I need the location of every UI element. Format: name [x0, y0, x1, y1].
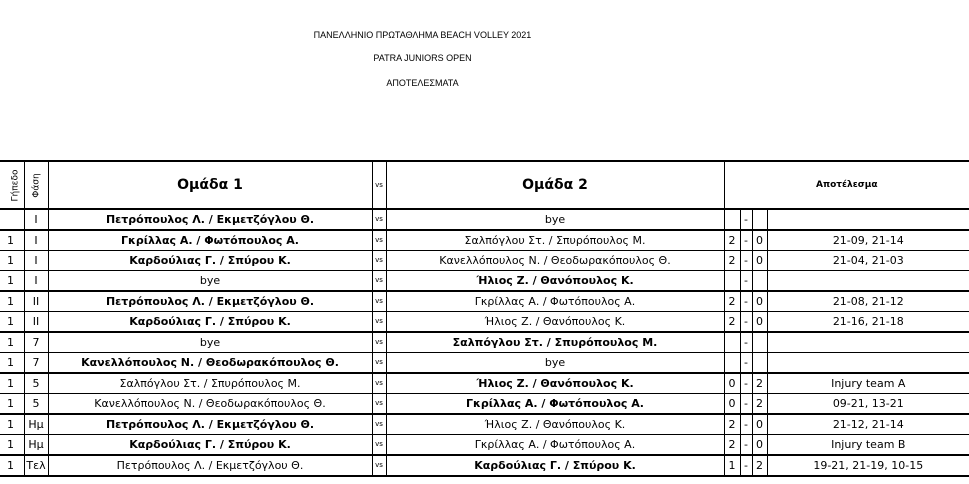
vs-cell: vs: [372, 312, 386, 333]
table-row: [0, 230, 969, 251]
court-cell: 1: [0, 373, 24, 394]
team2-cell: Ήλιος Ζ. / Θανόπουλος Κ.: [386, 312, 724, 333]
team1-cell: Πετρόπουλος Λ. / Εκμετζόγλου Θ.: [48, 455, 372, 476]
result-cell: [767, 353, 969, 374]
court-cell: 1: [0, 291, 24, 312]
phase-cell: 5: [24, 373, 48, 394]
result-cell: [767, 271, 969, 292]
vs-cell: vs: [372, 230, 386, 251]
table-row: [0, 332, 969, 353]
score2-cell: 0: [752, 435, 767, 456]
table-row: [0, 312, 969, 333]
score-dash-cell: -: [740, 209, 752, 230]
score1-cell: 2: [724, 435, 740, 456]
team2-cell: Γκρίλλας Α. / Φωτόπουλος Α.: [386, 435, 724, 456]
result-cell: 09-21, 13-21: [767, 394, 969, 415]
table-row: [0, 373, 969, 394]
team2-cell: Σαλπόγλου Στ. / Σπυρόπουλος Μ.: [386, 332, 724, 353]
team2-cell: Γκρίλλας Α. / Φωτόπουλος Α.: [386, 291, 724, 312]
score1-cell: 2: [724, 312, 740, 333]
team1-cell: Πετρόπουλος Λ. / Εκμετζόγλου Θ.: [48, 209, 372, 230]
phase-cell: II: [24, 291, 48, 312]
court-cell: 1: [0, 435, 24, 456]
result-header: Αποτέλεσμα: [724, 161, 969, 209]
phase-cell: I: [24, 230, 48, 251]
phase-cell: I: [24, 271, 48, 292]
phase-cell: Ημ: [24, 414, 48, 435]
team2-cell: Κανελλόπουλος Ν. / Θεοδωρακόπουλος Θ.: [386, 251, 724, 271]
score1-cell: 0: [724, 373, 740, 394]
court-cell: 1: [0, 414, 24, 435]
score2-cell: [752, 332, 767, 353]
score1-cell: [724, 353, 740, 374]
phase-cell: Ημ: [24, 435, 48, 456]
header-row: [0, 161, 969, 209]
result-cell: 21-12, 21-14: [767, 414, 969, 435]
court-cell: 1: [0, 394, 24, 415]
result-cell: 21-09, 21-14: [767, 230, 969, 251]
team1-cell: Κανελλόπουλος Ν. / Θεοδωρακόπουλος Θ.: [48, 353, 372, 374]
result-cell: 21-08, 21-12: [767, 291, 969, 312]
vs-cell: vs: [372, 373, 386, 394]
team2-cell: Ήλιος Ζ. / Θανόπουλος Κ.: [386, 373, 724, 394]
score2-cell: 2: [752, 455, 767, 476]
court-cell: 1: [0, 230, 24, 251]
score1-cell: [724, 209, 740, 230]
team1-cell: Κανελλόπουλος Ν. / Θεοδωρακόπουλος Θ.: [48, 394, 372, 415]
score2-cell: 0: [752, 414, 767, 435]
score-dash-cell: -: [740, 414, 752, 435]
team1-cell: Καρδούλιας Γ. / Σπύρου Κ.: [48, 312, 372, 333]
court-cell: 1: [0, 353, 24, 374]
result-cell: [767, 209, 969, 230]
team1-cell: Πετρόπουλος Λ. / Εκμετζόγλου Θ.: [48, 291, 372, 312]
result-cell: [767, 332, 969, 353]
score-dash-cell: -: [740, 230, 752, 251]
score1-cell: 1: [724, 455, 740, 476]
results-heading: ΑΠΟΤΕΛΕΣΜΑΤΑ: [386, 78, 459, 88]
score1-cell: 2: [724, 251, 740, 271]
phase-cell: II: [24, 312, 48, 333]
result-cell: Injury team A: [767, 373, 969, 394]
team1-cell: Καρδούλιας Γ. / Σπύρου Κ.: [48, 251, 372, 271]
vs-cell: vs: [372, 435, 386, 456]
team2-cell: Ήλιος Ζ. / Θανόπουλος Κ.: [386, 271, 724, 292]
team2-cell: bye: [386, 353, 724, 374]
table-row: [0, 353, 969, 374]
court-cell: 1: [0, 455, 24, 476]
phase-cell: 7: [24, 332, 48, 353]
score2-cell: 2: [752, 373, 767, 394]
vs-cell: vs: [372, 209, 386, 230]
score2-cell: [752, 353, 767, 374]
court-cell: 1: [0, 312, 24, 333]
vs-cell: vs: [372, 271, 386, 292]
table-row: [0, 291, 969, 312]
score2-cell: 0: [752, 291, 767, 312]
court-cell: 1: [0, 251, 24, 271]
score1-cell: 2: [724, 230, 740, 251]
court-cell: [0, 209, 24, 230]
team2-cell: Ήλιος Ζ. / Θανόπουλος Κ.: [386, 414, 724, 435]
court-cell: 1: [0, 332, 24, 353]
table-row: [0, 271, 969, 292]
table-row: [0, 251, 969, 271]
score1-cell: 2: [724, 291, 740, 312]
score2-cell: [752, 209, 767, 230]
table-row: [0, 435, 969, 456]
vs-cell: vs: [372, 251, 386, 271]
phase-cell: I: [24, 251, 48, 271]
score-dash-cell: -: [740, 271, 752, 292]
court-cell: 1: [0, 271, 24, 292]
result-cell: 21-04, 21-03: [767, 251, 969, 271]
table-row: [0, 209, 969, 230]
team1-header: Ομάδα 1: [48, 161, 372, 209]
tournament-name: PATRA JUNIORS OPEN: [373, 53, 472, 63]
team2-cell: Γκρίλλας Α. / Φωτόπουλος Α.: [386, 394, 724, 415]
vs-cell: vs: [372, 291, 386, 312]
result-cell: 21-16, 21-18: [767, 312, 969, 333]
score2-cell: 0: [752, 230, 767, 251]
score-dash-cell: -: [740, 251, 752, 271]
vs-cell: vs: [372, 353, 386, 374]
score-dash-cell: -: [740, 353, 752, 374]
team1-cell: Πετρόπουλος Λ. / Εκμετζόγλου Θ.: [48, 414, 372, 435]
team1-cell: Καρδούλιας Γ. / Σπύρου Κ.: [48, 435, 372, 456]
score2-cell: [752, 271, 767, 292]
table-row: [0, 414, 969, 435]
phase-cell: 5: [24, 394, 48, 415]
phase-header: Φάση: [24, 161, 48, 209]
score-dash-cell: -: [740, 332, 752, 353]
vs-cell: vs: [372, 332, 386, 353]
team1-cell: Σαλπόγλου Στ. / Σπυρόπουλος Μ.: [48, 373, 372, 394]
score2-cell: 0: [752, 251, 767, 271]
team1-cell: Γκρίλλας Α. / Φωτόπουλος Α.: [48, 230, 372, 251]
score2-cell: 0: [752, 312, 767, 333]
result-cell: Injury team B: [767, 435, 969, 456]
team2-cell: Καρδούλιας Γ. / Σπύρου Κ.: [386, 455, 724, 476]
score-dash-cell: -: [740, 291, 752, 312]
vs-cell: vs: [372, 394, 386, 415]
score1-cell: 0: [724, 394, 740, 415]
vs-header: vs: [372, 161, 386, 209]
score-dash-cell: -: [740, 435, 752, 456]
phase-cell: I: [24, 209, 48, 230]
score-dash-cell: -: [740, 455, 752, 476]
table-row: [0, 394, 969, 415]
score-dash-cell: -: [740, 373, 752, 394]
vs-cell: vs: [372, 414, 386, 435]
result-cell: 19-21, 21-19, 10-15: [767, 455, 969, 476]
championship-title: ΠΑΝΕΛΛΗΝΙΟ ΠΡΩΤΑΘΛΗΜΑ BEACH VOLLEY 2021: [313, 30, 532, 40]
score1-cell: 2: [724, 414, 740, 435]
table-row: [0, 455, 969, 476]
team2-cell: Σαλπόγλου Στ. / Σπυρόπουλος Μ.: [386, 230, 724, 251]
team2-header: Ομάδα 2: [386, 161, 724, 209]
phase-cell: 7: [24, 353, 48, 374]
score1-cell: [724, 271, 740, 292]
score-dash-cell: -: [740, 394, 752, 415]
court-header: Γήπεδο: [0, 161, 24, 209]
results-table: [0, 160, 969, 477]
score2-cell: 2: [752, 394, 767, 415]
score1-cell: [724, 332, 740, 353]
team1-cell: bye: [48, 332, 372, 353]
team1-cell: bye: [48, 271, 372, 292]
phase-cell: Τελ: [24, 455, 48, 476]
score-dash-cell: -: [740, 312, 752, 333]
team2-cell: bye: [386, 209, 724, 230]
vs-cell: vs: [372, 455, 386, 476]
